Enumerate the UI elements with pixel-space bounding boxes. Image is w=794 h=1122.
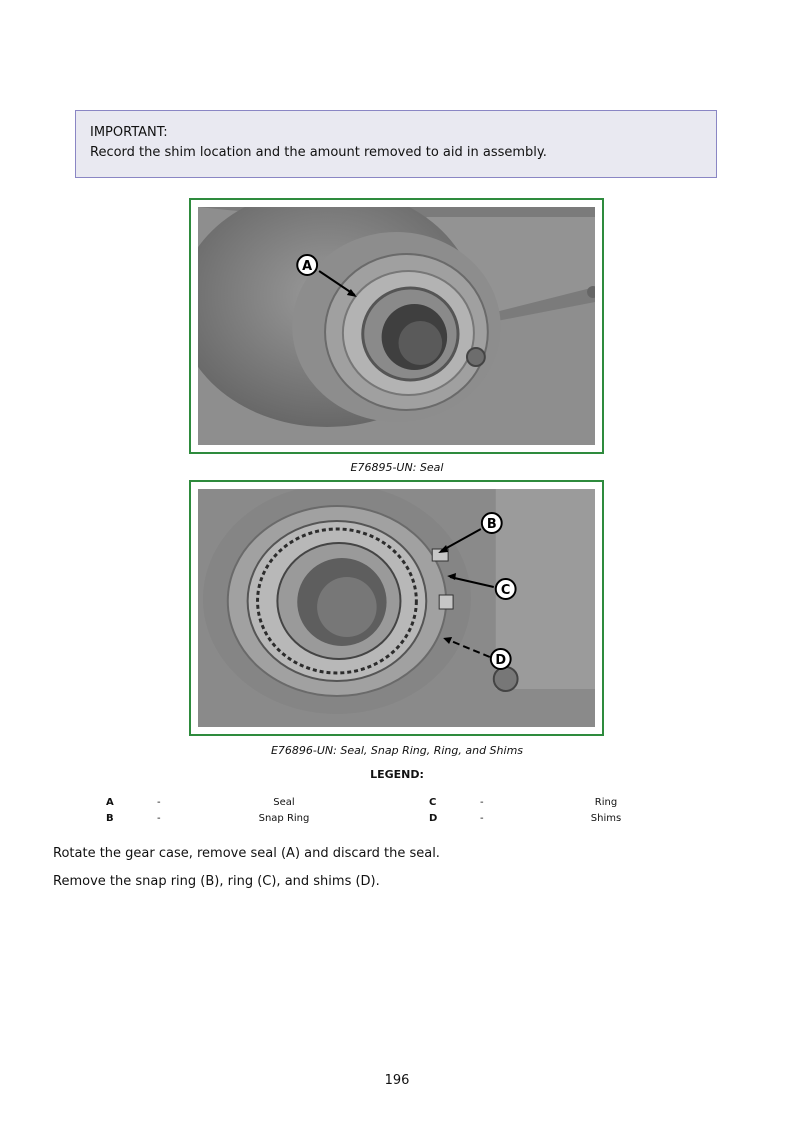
seal-photo-illustration xyxy=(198,207,595,445)
legend-value: Seal xyxy=(273,797,295,808)
figure-caption-seal: E76895-UN: Seal xyxy=(350,461,444,474)
legend-key: A xyxy=(106,797,114,808)
page-number: 196 xyxy=(384,1073,410,1088)
legend-key: C xyxy=(429,797,437,808)
legend-row xyxy=(0,795,794,811)
legend-row xyxy=(0,811,794,827)
legend-separator: - xyxy=(480,813,484,824)
svg-text:D: D xyxy=(495,652,507,669)
legend-separator: - xyxy=(157,813,161,824)
figure-snap-ring-photo xyxy=(189,480,604,736)
legend-key: B xyxy=(106,813,114,824)
important-note xyxy=(75,110,717,178)
svg-text:B: B xyxy=(486,516,497,533)
legend-key: D xyxy=(429,813,438,824)
legend-separator: - xyxy=(480,797,484,808)
svg-text:C: C xyxy=(500,582,511,599)
legend-title: LEGEND: xyxy=(370,768,424,781)
snap-ring-photo-illustration xyxy=(198,489,595,727)
legend-separator: - xyxy=(157,797,161,808)
important-text: Record the shim location and the amount removed to aid in assembly. xyxy=(90,145,547,160)
figure-caption-snap-ring: E76896-UN: Seal, Snap Ring, Ring, and Shims xyxy=(270,744,524,757)
procedure-step: Remove the snap ring (B), ring (C), and shims (D). xyxy=(53,874,380,889)
important-heading: IMPORTANT: xyxy=(90,125,168,140)
procedure-step: Rotate the gear case, remove seal (A) and discard the seal. xyxy=(53,846,440,861)
legend-value: Ring xyxy=(594,797,618,808)
figure-seal-photo xyxy=(189,198,604,454)
svg-text:A: A xyxy=(302,258,313,275)
legend-value: Snap Ring xyxy=(258,813,310,824)
legend-value: Shims xyxy=(590,813,622,824)
